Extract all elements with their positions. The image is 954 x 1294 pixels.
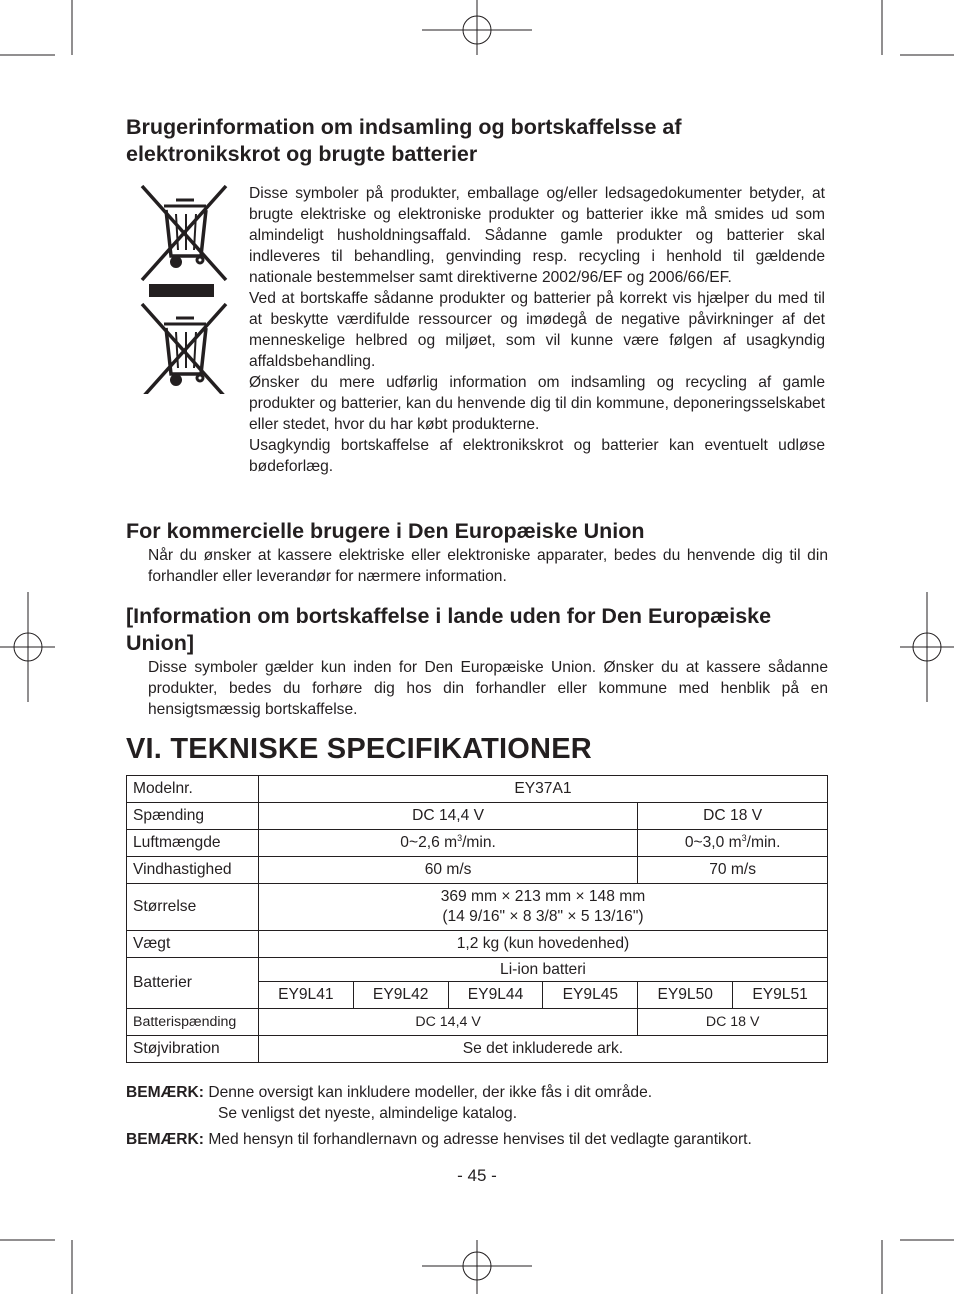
size-metric: 369 mm × 213 mm × 148 mm bbox=[440, 888, 646, 905]
battery-voltage-label: Batterispænding bbox=[127, 1009, 259, 1036]
crossed-out-wheelie-bin-icon bbox=[142, 304, 226, 394]
voltage-label: Spænding bbox=[127, 803, 259, 830]
airflow-a-exponent: 3 bbox=[457, 832, 463, 843]
voltage-value-b: DC 18 V bbox=[638, 803, 828, 830]
battery-voltage-b: DC 18 V bbox=[638, 1009, 828, 1036]
black-bar-icon bbox=[149, 284, 214, 297]
page-number: - 45 - bbox=[457, 1166, 497, 1185]
table-row bbox=[127, 830, 828, 857]
battery-model: EY9L51 bbox=[733, 982, 828, 1009]
size-value bbox=[258, 884, 827, 931]
battery-model: EY9L50 bbox=[638, 982, 733, 1009]
airflow-b-number: 0~3,0 m bbox=[684, 834, 742, 851]
section2-heading: For kommercielle brugere i Den Europæiske Union bbox=[126, 519, 645, 543]
note-1 bbox=[126, 1082, 652, 1124]
section3-heading-line1: [Information om bortskaffelse i lande uden for Den Europæiske bbox=[126, 604, 772, 628]
specs-title: VI. TEKNISKE SPECIFIKATIONER bbox=[126, 733, 592, 765]
model-value: EY37A1 bbox=[258, 776, 827, 803]
size-imperial: (14 9/16" × 8 3/8" × 5 13/16") bbox=[442, 908, 644, 925]
table-row bbox=[127, 1009, 828, 1036]
battery-model: EY9L45 bbox=[543, 982, 638, 1009]
table-row bbox=[127, 857, 828, 884]
airflow-value-a bbox=[258, 830, 637, 857]
vibration-label: Støjvibration bbox=[127, 1036, 259, 1063]
size-label: Størrelse bbox=[127, 884, 259, 931]
section1-heading-line1: Brugerinformation om indsamling og bortskaffelsse af bbox=[126, 115, 682, 139]
section1-paragraph: Disse symboler på produkter, emballage og/eller ledsagedokumenter betyder, at brugte elektriske og elektroniske produkter og batterier ikke må smides ud som almindeligt husholdningsaffald. Sådanne gamle produkter og batterier skal indleveres til behandling, genvinding resp. recycling i henhold til gældende nationale bestemmelser samt direktiverne 2002/96/EF og 2006/66/EF. bbox=[249, 185, 825, 286]
voltage-value-a: DC 14,4 V bbox=[258, 803, 637, 830]
table-row bbox=[127, 803, 828, 830]
speed-value-a: 60 m/s bbox=[258, 857, 637, 884]
note2-text: Med hensyn til forhandlernavn og adresse henvises til det vedlagte garantikort. bbox=[208, 1131, 752, 1148]
airflow-b-exponent: 3 bbox=[741, 832, 747, 843]
vibration-value: Se det inkluderede ark. bbox=[258, 1036, 827, 1063]
speed-value-b: 70 m/s bbox=[638, 857, 828, 884]
section1-paragraph: Ved at bortskaffe sådanne produkter og batterier på korrekt vis hjælper du med til at beskytte værdifulde ressourcer og imødegå de negative påvirkninger af det menneskelige helbred og miljøet, som vil kunne være følgen af usagkyndig affaldsbehandling. bbox=[249, 290, 825, 370]
specs-table bbox=[126, 775, 828, 1063]
battery-model: EY9L41 bbox=[258, 982, 353, 1009]
table-row bbox=[127, 1036, 828, 1063]
section3-heading-line2: Union] bbox=[126, 631, 195, 655]
table-row bbox=[127, 884, 828, 931]
weight-value: 1,2 kg (kun hovedenhed) bbox=[258, 931, 827, 958]
airflow-b-unit: /min. bbox=[746, 834, 781, 851]
section2-text: Når du ønsker at kassere elektriske eller elektroniske apparater, bedes du henvende dig til din forhandler eller leverandør for nærmere information. bbox=[148, 547, 828, 585]
section1-heading-line2: elektronikskrot og brugte batterier bbox=[126, 142, 478, 166]
note-label: BEMÆRK: bbox=[126, 1131, 204, 1148]
section1-heading bbox=[126, 114, 682, 168]
note1-line2: Se venligst det nyeste, almindelige katalog. bbox=[218, 1105, 518, 1122]
weee-symbols bbox=[138, 184, 230, 394]
weight-label: Vægt bbox=[127, 931, 259, 958]
crossed-out-wheelie-bin-icon bbox=[142, 186, 226, 280]
table-row bbox=[127, 958, 828, 982]
airflow-a-number: 0~2,6 m bbox=[400, 834, 458, 851]
airflow-label: Luftmængde bbox=[127, 830, 259, 857]
section1-paragraph: Usagkyndig bortskaffelse af elektronikskrot og batterier kan eventuelt udløse bødeforlæg. bbox=[249, 437, 825, 475]
section1-body bbox=[249, 183, 825, 477]
table-row bbox=[127, 776, 828, 803]
speed-label: Vindhastighed bbox=[127, 857, 259, 884]
section3-text: Disse symboler gælder kun inden for Den Europæiske Union. Ønsker du at kassere sådanne produkter, bedes du forhøre dig hos din forhandler eller kommune med henblik på en hensigtsmæssig bortskaffelse. bbox=[148, 659, 828, 718]
battery-voltage-a: DC 14,4 V bbox=[258, 1009, 637, 1036]
model-label: Modelnr. bbox=[127, 776, 259, 803]
battery-model: EY9L42 bbox=[353, 982, 448, 1009]
airflow-a-unit: /min. bbox=[462, 834, 496, 851]
note-2 bbox=[126, 1129, 752, 1150]
table-row bbox=[127, 931, 828, 958]
battery-type: Li-ion batteri bbox=[258, 958, 827, 982]
airflow-value-b bbox=[638, 830, 828, 857]
battery-model: EY9L44 bbox=[448, 982, 543, 1009]
section3-heading bbox=[126, 603, 771, 657]
note-label: BEMÆRK: bbox=[126, 1084, 204, 1101]
section1-paragraph: Ønsker du mere udførlig information om indsamling og recycling af gamle produkter og batterier, kan du henvende dig til din kommune, deponeringsselskabet eller stedet, hvor du har købt produkterne. bbox=[249, 374, 825, 433]
battery-label: Batterier bbox=[127, 958, 259, 1009]
note1-line1: Denne oversigt kan inkludere modeller, der ikke fås i dit område. bbox=[208, 1084, 653, 1101]
